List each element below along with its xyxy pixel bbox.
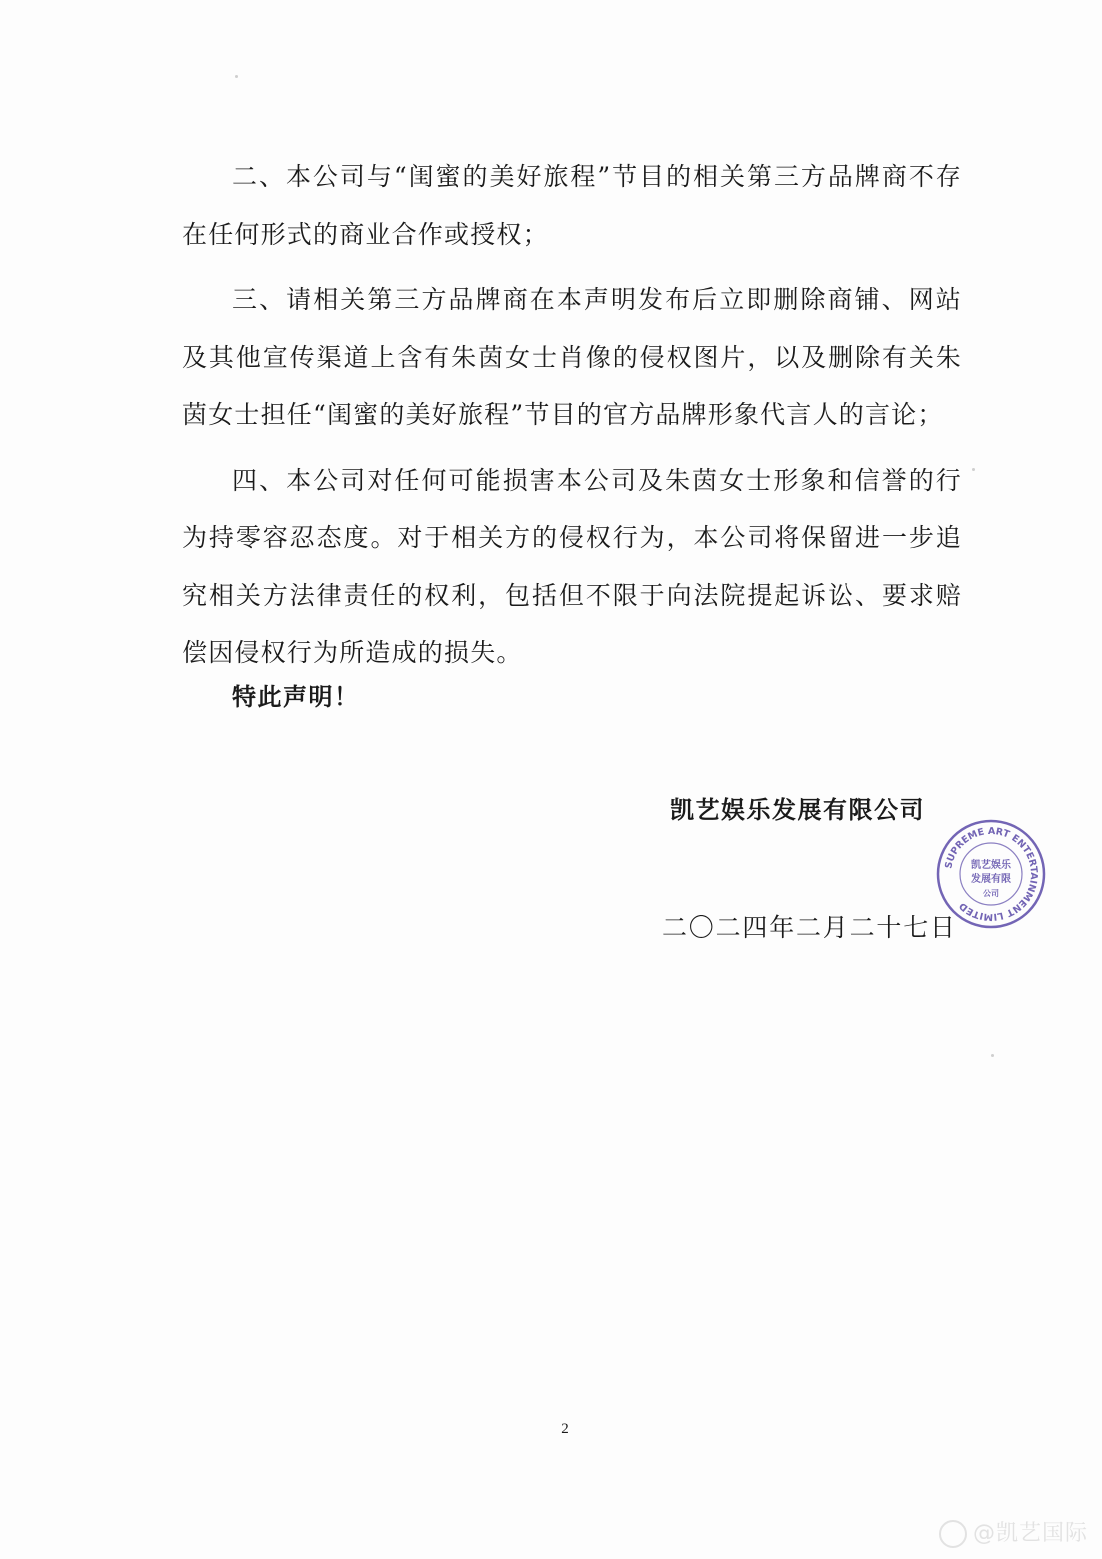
svg-text:凯艺娱乐: 凯艺娱乐 xyxy=(971,860,1011,871)
svg-text:SUPREME ART ENTERTAINMENT LIMI: SUPREME ART ENTERTAINMENT LIMITED xyxy=(943,825,1040,923)
paragraph-2: 二、本公司与“闺蜜的美好旅程”节目的相关第三方品牌商不存在任何形式的商业合作或授权； xyxy=(182,162,962,249)
statement-date: 二〇二四年二月二十七日 xyxy=(662,913,957,942)
watermark xyxy=(939,1516,1088,1548)
paragraph-3: 三、请相关第三方品牌商在本声明发布后立即删除商铺、网站及其他宣传渠道上含有朱茵女士肖像的侵权图片，以及删除有关朱茵女士担任“闺蜜的美好旅程”节目的官方品牌形象代言人的言论； xyxy=(182,285,962,429)
company-signature: 凯艺娱乐发展有限公司 xyxy=(670,796,925,824)
page-number: 2 xyxy=(561,1421,569,1437)
watermark-text: @凯艺国际 xyxy=(972,1521,1088,1546)
weibo-watermark-icon xyxy=(939,1520,967,1548)
statement-body xyxy=(182,148,962,686)
svg-text:公司: 公司 xyxy=(983,889,999,898)
closing-statement: 特此声明！ xyxy=(232,683,360,711)
paragraph-4: 四、本公司对任何可能损害本公司及朱茵女士形象和信誉的行为持零容忍态度。对于相关方的侵权行为，本公司将保留进一步追究相关方法律责任的权利，包括但不限于向法院提起诉讼、要求赔偿因侵权行为所造成的损失。 xyxy=(182,465,962,667)
scan-speck xyxy=(235,75,238,78)
scan-speck xyxy=(991,1054,994,1057)
scan-speck xyxy=(972,468,975,471)
svg-text:发展有限: 发展有限 xyxy=(971,874,1011,885)
